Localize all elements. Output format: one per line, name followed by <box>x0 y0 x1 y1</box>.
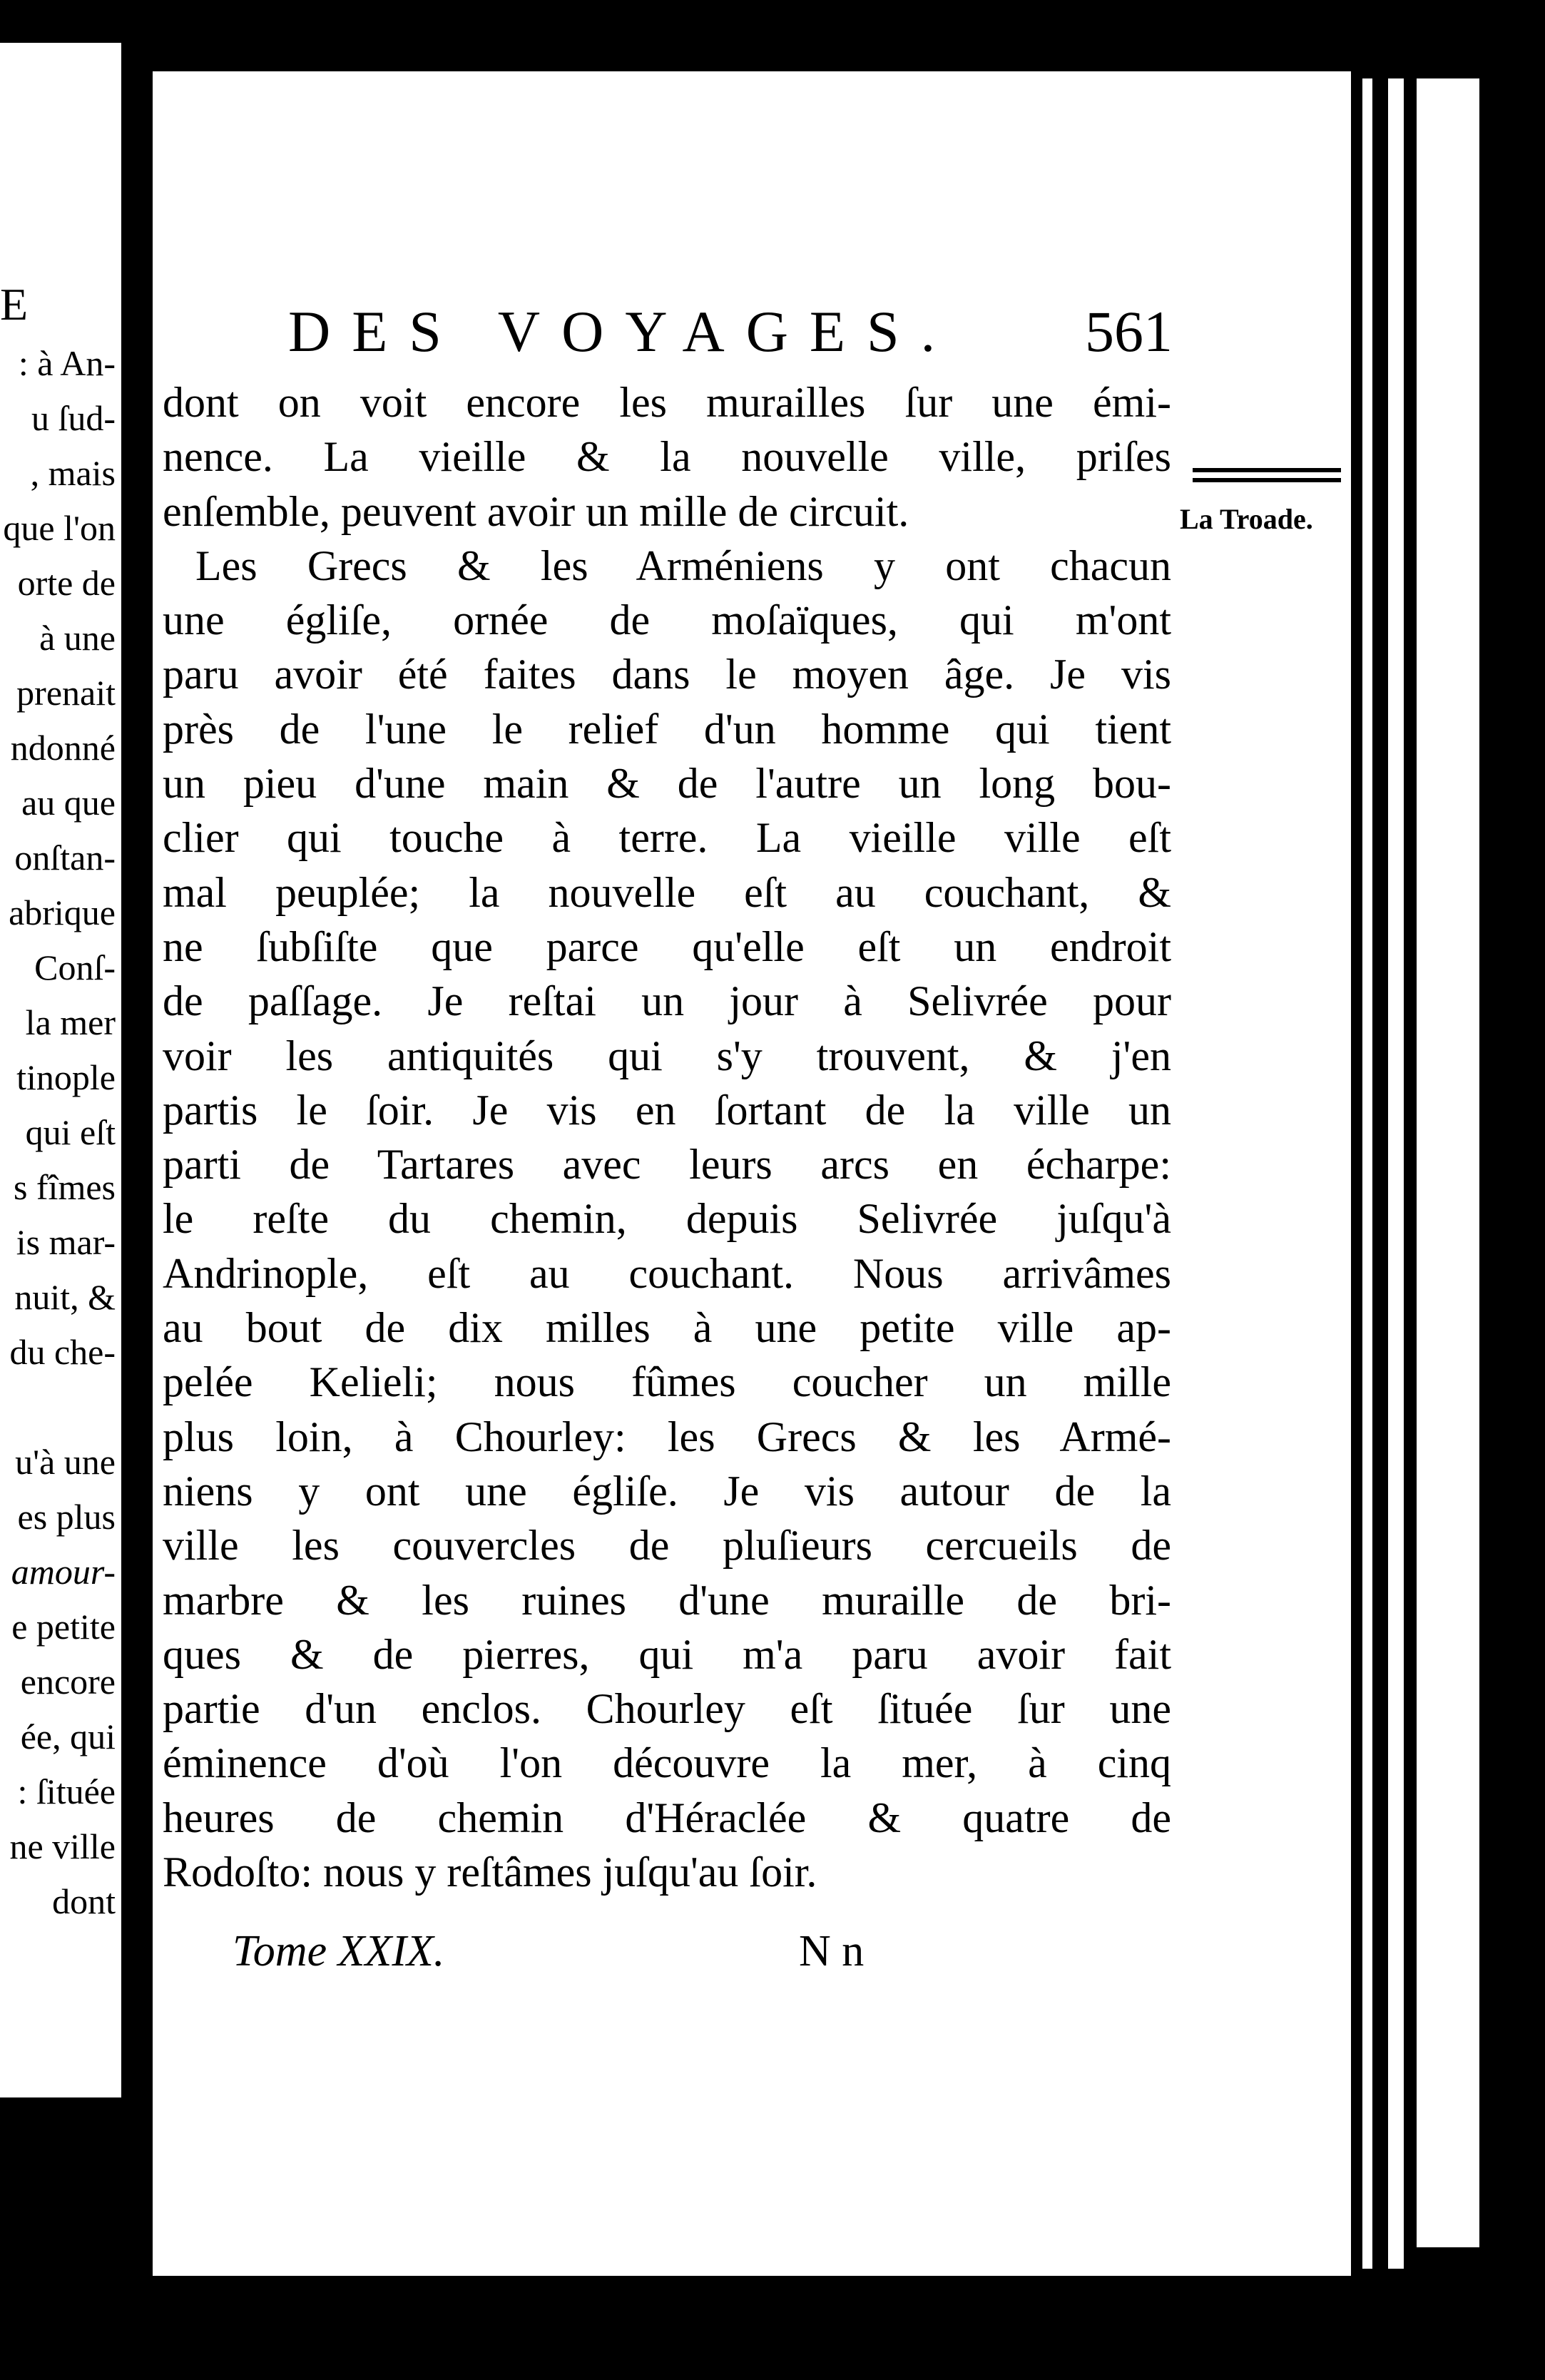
running-head: DES VOYAGES. <box>288 299 957 364</box>
text-line: niens y ont une égliſe. Je vis autour de la <box>163 1467 1171 1515</box>
text-line: partie d'un enclos. Chourley eſt ſituée ſur une <box>163 1685 1171 1733</box>
text-line: Les Grecs & les Arméniens y ont chacun <box>195 541 1171 589</box>
text-line: marbre & les ruines d'une muraille de bri- <box>163 1576 1171 1624</box>
margin-rule <box>1193 468 1341 482</box>
left-page-line: amour- <box>11 1552 116 1592</box>
left-page-line: encore <box>20 1662 116 1702</box>
volume-label: Tome XXIX. <box>233 1927 445 1975</box>
text-line: le reſte du chemin, depuis Selivrée juſqu'à <box>163 1195 1171 1243</box>
text-line: parti de Tartares avec leurs arcs en écharpe: <box>163 1141 1171 1189</box>
left-page-line: s fîmes <box>13 1167 116 1207</box>
left-page-line: prenait <box>16 673 116 713</box>
left-page-line: ndonné <box>10 728 116 768</box>
margin-note: La Troade. <box>1180 503 1313 535</box>
page-edge <box>1417 78 1479 2247</box>
signature-mark: N n <box>799 1927 865 1975</box>
text-line: voir les antiquités qui s'y trouvent, & j'en <box>163 1032 1171 1079</box>
left-page-line: à une <box>39 618 116 658</box>
text-line: partis le ſoir. Je vis en ſortant de la ville un <box>163 1086 1171 1134</box>
text-line: ne ſubſiſte que parce qu'elle eſt un endroit <box>163 922 1171 970</box>
left-page-line: nuit, & <box>14 1277 116 1317</box>
text-line: clier qui touche à terre. La vieille ville eſt <box>163 814 1171 862</box>
left-page-fragment <box>0 43 121 2097</box>
left-page-line: u'à une <box>15 1442 116 1482</box>
left-page-line: ée, qui <box>20 1717 116 1756</box>
left-page-line: onſtan- <box>14 838 116 878</box>
body-text <box>163 375 1171 1899</box>
left-page-line: , mais <box>30 453 116 493</box>
left-page-line: la mer <box>25 1002 116 1042</box>
left-page-line: e petite <box>11 1607 116 1647</box>
left-page-line: is mar- <box>16 1222 116 1262</box>
text-line: Andrinople, eſt au couchant. Nous arrivâmes <box>163 1249 1171 1297</box>
left-page-heading-letter: E <box>0 279 29 330</box>
left-page-line: : à An- <box>18 343 116 383</box>
left-page-line: dont <box>52 1881 116 1921</box>
book-page <box>153 71 1351 2276</box>
text-line: éminence d'où l'on découvre la mer, à cinq <box>163 1739 1171 1787</box>
page-number: 561 <box>1085 299 1173 364</box>
left-page-line: ne ville <box>9 1826 116 1866</box>
left-page-line: u ſud- <box>31 398 116 438</box>
page-edge <box>1362 78 1372 2269</box>
text-line: un pieu d'une main & de l'autre un long bou- <box>163 760 1171 808</box>
left-page-line: : ſituée <box>17 1771 116 1811</box>
text-line: pelée Kelieli; nous fûmes coucher un mille <box>163 1358 1171 1406</box>
text-line: près de l'une le relief d'un homme qui tient <box>163 705 1171 753</box>
text-line: nence. La vieille & la nouvelle ville, priſes <box>163 433 1171 481</box>
left-page-line: es plus <box>17 1497 116 1537</box>
left-page-line: qui eſt <box>25 1112 116 1152</box>
text-line: enſemble, peuvent avoir un mille de circuit. <box>163 487 909 535</box>
text-line: mal peuplée; la nouvelle eſt au couchant, & <box>163 868 1171 916</box>
text-line: au bout de dix milles à une petite ville ap- <box>163 1304 1171 1352</box>
left-page-line: orte de <box>17 563 116 603</box>
page-header <box>288 298 1173 377</box>
text-line: une égliſe, ornée de moſaïques, qui m'ont <box>163 596 1171 644</box>
text-line: de paſſage. Je reſtai un jour à Selivrée pour <box>163 977 1171 1025</box>
page-footer <box>233 1926 1017 1990</box>
left-page-line: abrique <box>9 892 116 932</box>
text-line: dont on voit encore les murailles ſur une émi- <box>163 379 1171 426</box>
text-line: Rodoſto: nous y reſtâmes juſqu'au ſoir. <box>163 1848 817 1896</box>
text-line: heures de chemin d'Héraclée & quatre de <box>163 1794 1171 1841</box>
text-line: ques & de pierres, qui m'a paru avoir fait <box>163 1630 1171 1678</box>
left-page-line: que l'on <box>3 508 116 548</box>
left-page-line: du che- <box>9 1332 116 1372</box>
left-page-line: Conſ- <box>34 947 116 987</box>
page-edge <box>1388 78 1404 2269</box>
text-line: paru avoir été faites dans le moyen âge. Je vis <box>163 651 1171 698</box>
left-page-line: au que <box>21 783 116 823</box>
left-page-line: tinople <box>16 1057 116 1097</box>
text-line: plus loin, à Chourley: les Grecs & les Armé- <box>163 1413 1171 1460</box>
text-line: ville les couvercles de pluſieurs cercueils de <box>163 1522 1171 1570</box>
